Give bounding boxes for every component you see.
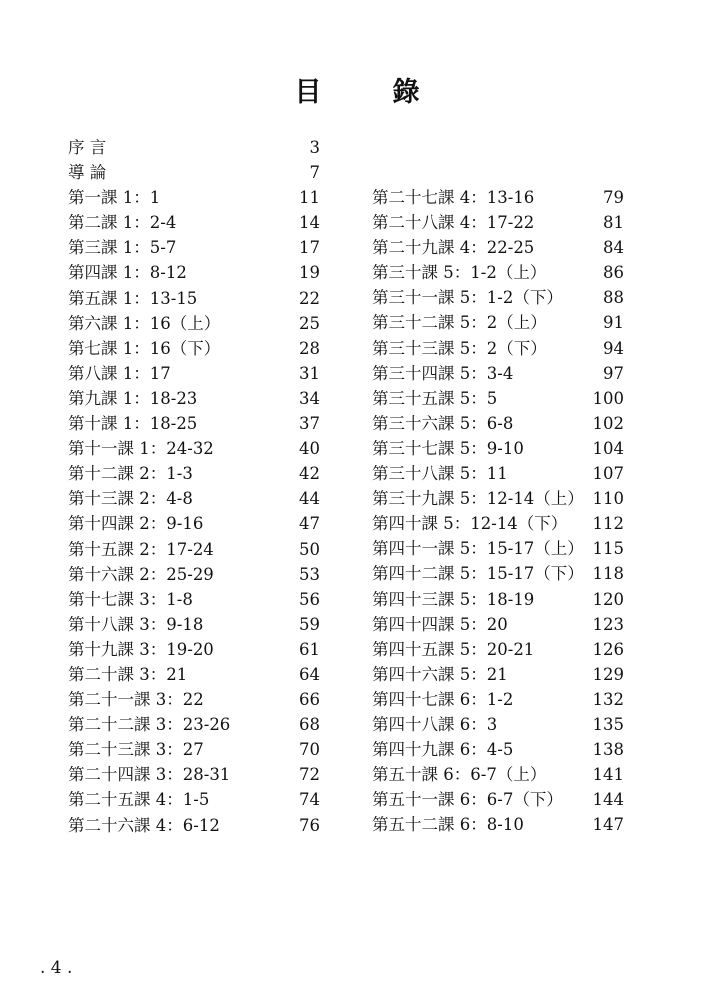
toc-entry-page: 126 [592, 639, 624, 659]
toc-entry-page: 22 [299, 288, 320, 308]
toc-entry-page: 107 [592, 464, 624, 484]
toc-entry [68, 361, 320, 386]
toc-entry-page: 64 [299, 664, 320, 684]
toc-entry [372, 511, 624, 536]
toc-entry [372, 712, 624, 737]
toc-entry-page: 104 [592, 438, 624, 458]
toc-entry-page: 76 [299, 815, 320, 835]
toc-entry-label: 第十八課 3：9-18 [68, 614, 204, 634]
toc-entry-page: 144 [592, 790, 624, 810]
toc-entry [68, 411, 320, 436]
toc-entry-page: 66 [299, 690, 320, 710]
toc-entry-page: 129 [592, 664, 624, 684]
toc-entry [372, 762, 624, 787]
toc-entry-label: 導 論 [68, 163, 107, 183]
toc-entry [372, 285, 624, 310]
toc-entry-label: 序 言 [68, 138, 107, 157]
toc-entry [68, 612, 320, 637]
toc-entry-page: 100 [592, 388, 624, 408]
toc-entry [68, 210, 320, 235]
toc-entry [372, 486, 624, 511]
toc-entry-page: 68 [299, 715, 320, 735]
toc-entry-label: 第三十六課 5：6-8 [372, 413, 514, 433]
toc-entry [68, 260, 320, 285]
toc-entry [372, 612, 624, 637]
toc-entry-page: 56 [299, 589, 320, 609]
toc-entry-label: 第八課 1：17 [68, 363, 171, 383]
toc-entry-page: 37 [299, 414, 320, 434]
toc-entry-page: 115 [592, 539, 624, 559]
toc-entry-page: 11 [299, 188, 320, 208]
toc-entry-page: 70 [299, 740, 320, 760]
toc-entry-label: 第三十課 5：1-2（上） [372, 263, 547, 283]
toc-left-column [68, 135, 320, 838]
toc-entry-page: 25 [299, 313, 320, 333]
toc-entry-page: 19 [299, 263, 320, 283]
toc-entry [372, 787, 624, 812]
toc-entry-page: 72 [299, 765, 320, 785]
toc-entry-page: 34 [299, 388, 320, 408]
toc-entry [68, 386, 320, 411]
toc-entry-label: 第四十九課 6：4-5 [372, 740, 514, 760]
page-title: 目 錄 [294, 77, 442, 108]
toc-entry [68, 436, 320, 461]
toc-entry [68, 587, 320, 612]
toc-entry-page: 88 [603, 288, 624, 308]
toc-entry-label: 第四十課 5：12-14（下） [372, 514, 568, 534]
toc-entry [68, 662, 320, 687]
toc-entry-label: 第二十四課 3：28-31 [68, 765, 231, 785]
toc-entry-label: 第十九課 3：19-20 [68, 639, 214, 659]
toc-entry-label: 第三課 1：5-7 [68, 238, 177, 258]
toc-entry-page: 84 [603, 238, 624, 258]
toc-entry-page: 28 [299, 338, 320, 358]
toc-right-column [372, 185, 624, 837]
toc-entry [372, 536, 624, 561]
toc-entry-page: 7 [309, 163, 320, 183]
toc-entry [372, 561, 624, 586]
toc-entry-page: 123 [592, 614, 624, 634]
toc-entry [372, 587, 624, 612]
toc-entry-label: 第九課 1：18-23 [68, 388, 198, 408]
toc-entry-label: 第十三課 2：4-8 [68, 489, 193, 509]
toc-entry-page: 3 [309, 138, 320, 157]
toc-entry-label: 第十六課 2：25-29 [68, 564, 214, 584]
toc-entry-label: 第四十四課 5：20 [372, 614, 508, 634]
toc-entry-label: 第四十一課 5：15-17（上） [372, 539, 584, 559]
toc-entry-label: 第二十七課 4：13-16 [372, 188, 535, 207]
toc-entry-label: 第三十三課 5：2（下） [372, 338, 547, 358]
toc-entry [68, 712, 320, 737]
toc-entry [372, 310, 624, 335]
toc-entry-page: 42 [299, 464, 320, 484]
toc-entry-page: 120 [592, 589, 624, 609]
toc-entry [68, 235, 320, 260]
toc-entry-page: 79 [603, 188, 624, 207]
toc-entry [372, 737, 624, 762]
toc-entry-label: 第四十八課 6：3 [372, 714, 498, 734]
toc-entry [68, 185, 320, 210]
toc-entry-label: 第三十四課 5：3-4 [372, 363, 514, 383]
toc-entry-label: 第五十課 6：6-7（上） [372, 765, 547, 785]
toc-entry [372, 235, 624, 260]
toc-entry-label: 第六課 1：16（上） [68, 313, 221, 333]
toc-entry-label: 第四十三課 5：18-19 [372, 589, 535, 609]
toc-entry-page: 40 [299, 439, 320, 459]
toc-entry-label: 第二十二課 3：23-26 [68, 715, 231, 735]
toc-entry-label: 第十七課 3：1-8 [68, 589, 193, 609]
toc-entry-label: 第四十六課 5：21 [372, 664, 508, 684]
toc-entry-label: 第五課 1：13-15 [68, 288, 198, 308]
toc-entry-label: 第十二課 2：1-3 [68, 464, 193, 484]
toc-entry-label: 第四課 1：8-12 [68, 263, 187, 283]
toc-entry-page: 135 [592, 714, 624, 734]
toc-entry-page: 132 [592, 689, 624, 709]
toc-entry [68, 537, 320, 562]
toc-entry [372, 210, 624, 235]
toc-entry-label: 第二十五課 4：1-5 [68, 790, 210, 810]
toc-entry-label: 第二十九課 4：22-25 [372, 238, 535, 258]
toc-entry [68, 787, 320, 812]
toc-entry-page: 14 [299, 213, 320, 233]
toc-entry-label: 第四十二課 5：15-17（下） [372, 564, 584, 584]
toc-entry-label: 第二十六課 4：6-12 [68, 815, 220, 835]
toc-entry-page: 86 [603, 263, 624, 283]
toc-entry-label: 第三十八課 5：11 [372, 464, 508, 484]
toc-entry-page: 47 [299, 514, 320, 534]
toc-entry-label: 第三十九課 5：12-14（上） [372, 489, 584, 509]
toc-entry-label: 第二十三課 3：27 [68, 740, 204, 760]
toc-entry-label: 第三十一課 5：1-2（下） [372, 288, 563, 308]
toc-entry [372, 461, 624, 486]
toc-entry [372, 662, 624, 687]
toc-entry-page: 61 [299, 639, 320, 659]
toc-entry-page: 141 [592, 765, 624, 785]
toc-entry [372, 812, 624, 837]
toc-entry-page: 31 [299, 363, 320, 383]
toc-entry [68, 286, 320, 311]
toc-entry-page: 102 [592, 413, 624, 433]
toc-entry-label: 第二十八課 4：17-22 [372, 213, 535, 233]
toc-entry [68, 486, 320, 511]
toc-entry-page: 50 [299, 539, 320, 559]
toc-entry [68, 637, 320, 662]
toc-entry [68, 336, 320, 361]
toc-entry-label: 第四十五課 5：20-21 [372, 639, 535, 659]
toc-entry [68, 160, 320, 185]
toc-entry-label: 第十課 1：18-25 [68, 414, 198, 434]
toc-entry [68, 762, 320, 787]
toc-entry-page: 44 [299, 489, 320, 509]
toc-entry [372, 386, 624, 411]
toc-entry [68, 687, 320, 712]
toc-entry-label: 第四十七課 6：1-2 [372, 689, 514, 709]
toc-entry-page: 74 [299, 790, 320, 810]
toc-entry-page: 147 [592, 815, 624, 835]
toc-entry-label: 第十五課 2：17-24 [68, 539, 214, 559]
toc-entry-page: 81 [603, 213, 624, 233]
toc-entry-label: 第五十二課 6：8-10 [372, 815, 524, 835]
toc-entry-label: 第三十七課 5：9-10 [372, 438, 524, 458]
toc-entry-page: 59 [299, 614, 320, 634]
toc-entry-page: 53 [299, 564, 320, 584]
toc-entry [68, 813, 320, 838]
toc-entry-label: 第十四課 2：9-16 [68, 514, 204, 534]
toc-entry [372, 336, 624, 361]
toc-entry [372, 260, 624, 285]
toc-entry-page: 97 [603, 363, 624, 383]
toc-entry-label: 第二課 1：2-4 [68, 213, 177, 233]
toc-entry [68, 562, 320, 587]
toc-entry [372, 411, 624, 436]
toc-entry-label: 第七課 1：16（下） [68, 338, 221, 358]
toc-entry-label: 第三十二課 5：2（上） [372, 313, 547, 333]
toc-entry [68, 511, 320, 536]
toc-entry-page: 94 [603, 338, 624, 358]
toc-entry-label: 第五十一課 6：6-7（下） [372, 790, 563, 810]
toc-entry-page: 118 [592, 564, 624, 584]
toc-entry [68, 461, 320, 486]
toc-entry [372, 637, 624, 662]
toc-entry-page: 138 [592, 740, 624, 760]
toc-entry [372, 687, 624, 712]
toc-entry [68, 737, 320, 762]
toc-entry-label: 第二十課 3：21 [68, 664, 188, 684]
toc-entry [68, 135, 320, 160]
toc-entry [372, 361, 624, 386]
toc-entry-page: 110 [592, 489, 624, 509]
toc-entry [68, 311, 320, 336]
page-number: . 4 . [40, 958, 73, 978]
toc-entry-label: 第二十一課 3：22 [68, 690, 204, 710]
toc-entry-label: 第十一課 1：24-32 [68, 439, 214, 459]
toc-entry-page: 112 [592, 514, 624, 534]
toc-entry-page: 91 [603, 313, 624, 333]
toc-entry [372, 185, 624, 210]
toc-entry-label: 第三十五課 5：5 [372, 388, 498, 408]
toc-entry-page: 17 [299, 238, 320, 258]
toc-entry-label: 第一課 1：1 [68, 188, 161, 208]
toc-entry [372, 436, 624, 461]
